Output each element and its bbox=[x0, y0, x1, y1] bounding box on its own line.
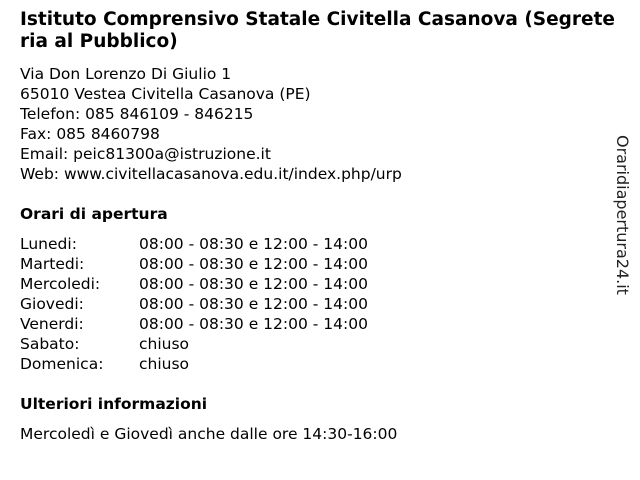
day-label: Venerdi: bbox=[20, 315, 84, 333]
opening-hours-heading: Orari di apertura bbox=[20, 205, 168, 223]
site-watermark: Oraridiapertura24.it bbox=[613, 135, 632, 295]
phone-number: Telefon: 085 846109 - 846215 bbox=[20, 105, 254, 123]
time-value: 08:00 - 08:30 e 12:00 - 14:00 bbox=[139, 235, 368, 253]
hours-row-monday bbox=[20, 234, 368, 254]
more-info-heading: Ulteriori informazioni bbox=[20, 395, 208, 413]
day-label: Giovedi: bbox=[20, 295, 84, 313]
time-value: 08:00 - 08:30 e 12:00 - 14:00 bbox=[139, 315, 368, 333]
day-label: Sabato: bbox=[20, 335, 80, 353]
hours-row-wednesday bbox=[20, 274, 368, 294]
day-label: Martedi: bbox=[20, 255, 85, 273]
time-value: chiuso bbox=[139, 335, 190, 353]
hours-row-sunday bbox=[20, 354, 368, 374]
more-info-text: Mercoledì e Giovedì anche dalle ore 14:30-16:00 bbox=[20, 425, 398, 443]
hours-row-thursday bbox=[20, 294, 368, 314]
day-label: Mercoledi: bbox=[20, 275, 101, 293]
day-label: Domenica: bbox=[20, 355, 104, 373]
page-title: Istituto Comprensivo Statale Civitella Casanova (Segreteria al Pubblico) bbox=[20, 9, 615, 52]
street-address: Via Don Lorenzo Di Giulio 1 bbox=[20, 65, 232, 83]
time-value: chiuso bbox=[139, 355, 190, 373]
time-value: 08:00 - 08:30 e 12:00 - 14:00 bbox=[139, 295, 368, 313]
opening-hours-table bbox=[20, 234, 368, 374]
city-address: 65010 Vestea Civitella Casanova (PE) bbox=[20, 85, 311, 103]
hours-row-tuesday bbox=[20, 254, 368, 274]
address-block bbox=[20, 64, 402, 184]
time-value: 08:00 - 08:30 e 12:00 - 14:00 bbox=[139, 255, 368, 273]
time-value: 08:00 - 08:30 e 12:00 - 14:00 bbox=[139, 275, 368, 293]
fax-number: Fax: 085 8460798 bbox=[20, 125, 160, 143]
hours-row-friday bbox=[20, 314, 368, 334]
hours-row-saturday bbox=[20, 334, 368, 354]
email-address: Email: peic81300a@istruzione.it bbox=[20, 145, 271, 163]
website-url: Web: www.civitellacasanova.edu.it/index.php/urp bbox=[20, 165, 402, 183]
day-label: Lunedi: bbox=[20, 235, 77, 253]
